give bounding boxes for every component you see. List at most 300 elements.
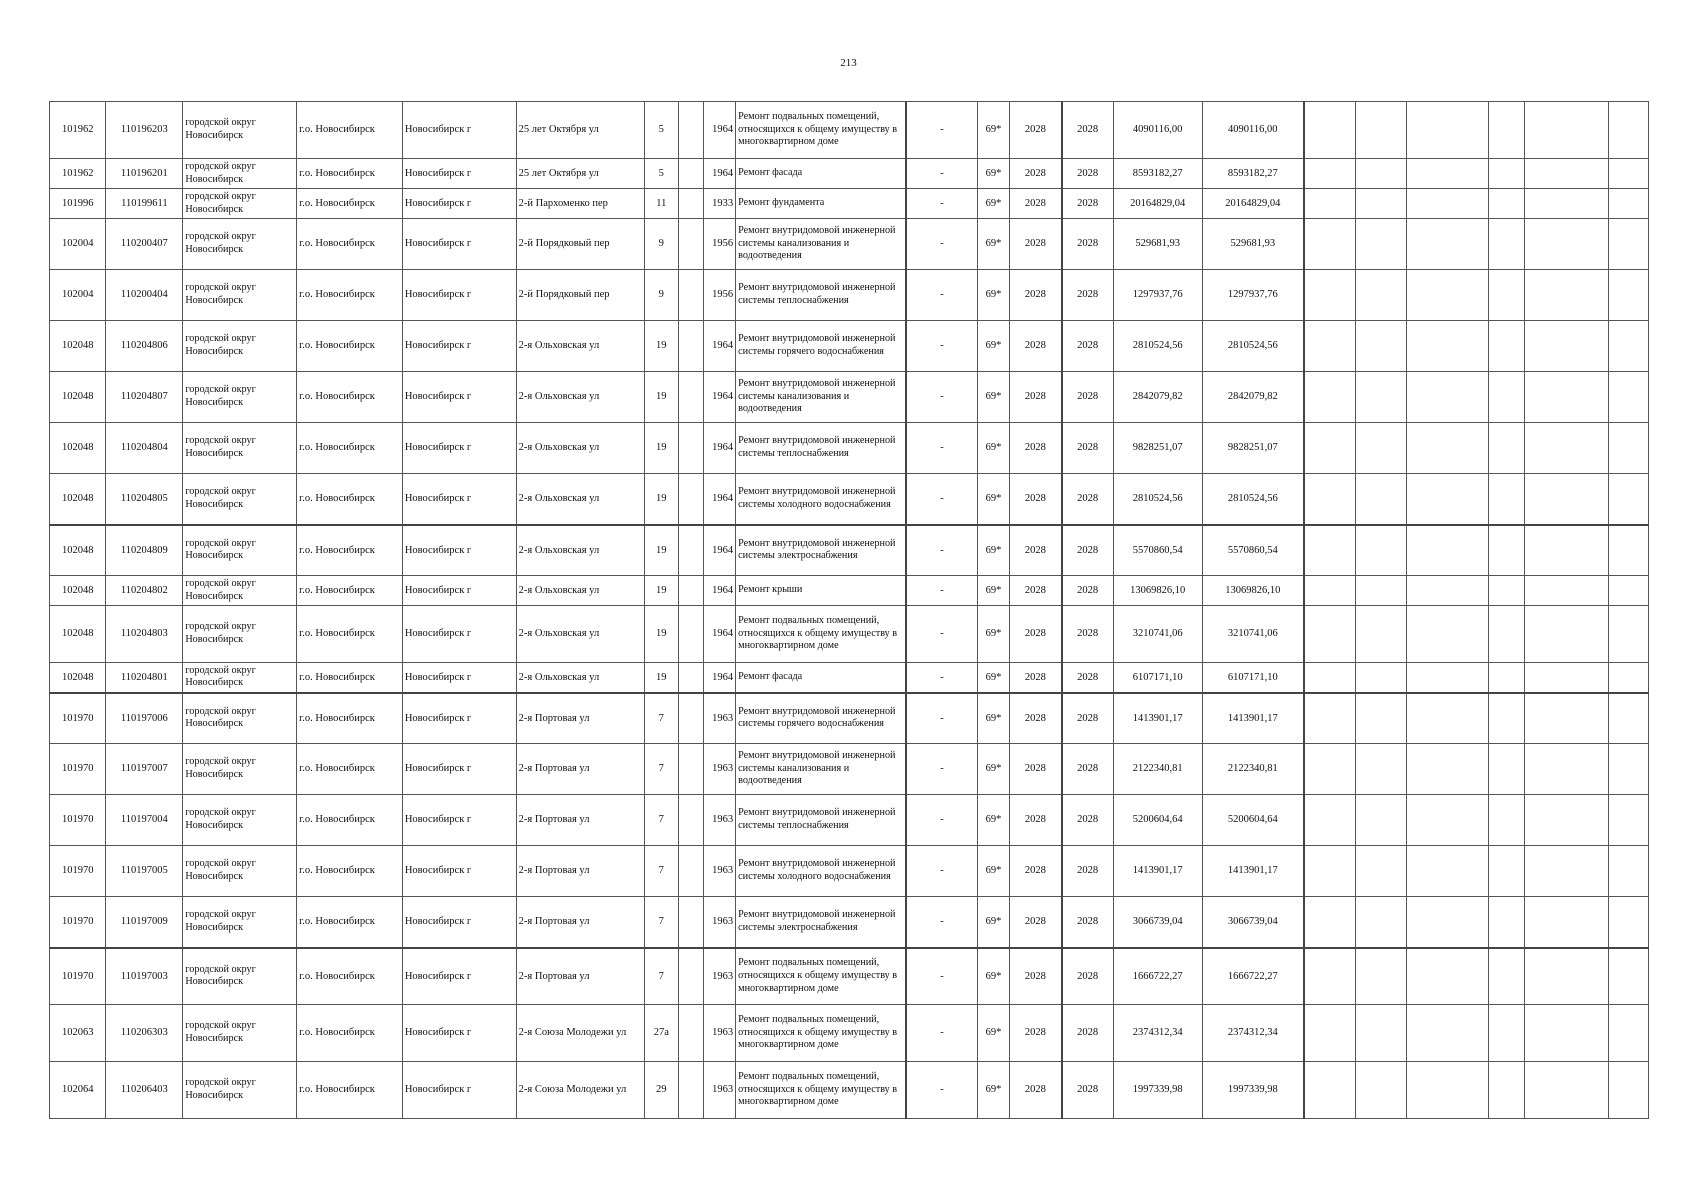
cell-record-id: 110204809 — [106, 525, 183, 576]
cell-record-id: 110204805 — [106, 474, 183, 525]
cell-street: 2-й Порядковый пер — [516, 270, 644, 321]
cell-work-type: Ремонт внутридомовой инженерной системы горячего водоснабжения — [736, 693, 906, 744]
cell-year-built: 1963 — [704, 948, 736, 1005]
cell-empty — [1406, 525, 1488, 576]
cell-empty — [1304, 525, 1355, 576]
cell-empty — [1524, 897, 1608, 948]
cell-dash: - — [906, 189, 978, 219]
cell-empty — [1355, 525, 1406, 576]
cell-year-start: 2028 — [1009, 102, 1061, 159]
cell-building — [678, 474, 704, 525]
cell-dash: - — [906, 270, 978, 321]
cell-code: 69* — [978, 159, 1010, 189]
cell-house-id: 102048 — [50, 423, 106, 474]
cell-street: 2-я Ольховская ул — [516, 474, 644, 525]
cell-empty — [1406, 372, 1488, 423]
cell-record-id: 110200404 — [106, 270, 183, 321]
table-row — [50, 1062, 1649, 1119]
cell-empty — [1608, 102, 1648, 159]
cell-locality: Новосибирск г — [402, 795, 516, 846]
cell-settlement: г.о. Новосибирск — [297, 1005, 403, 1062]
cell-building — [678, 1005, 704, 1062]
cell-house-id: 102048 — [50, 576, 106, 606]
cell-record-id: 110197009 — [106, 897, 183, 948]
cell-house-number: 19 — [644, 474, 678, 525]
cell-empty — [1406, 948, 1488, 1005]
cell-empty — [1304, 372, 1355, 423]
table-row — [50, 948, 1649, 1005]
cell-year-start: 2028 — [1009, 744, 1061, 795]
cell-empty — [1488, 159, 1524, 189]
cell-house-id: 102004 — [50, 219, 106, 270]
cell-locality: Новосибирск г — [402, 474, 516, 525]
cell-empty — [1488, 606, 1524, 663]
cell-code: 69* — [978, 219, 1010, 270]
cell-total: 1997339,98 — [1202, 1062, 1304, 1119]
cell-empty — [1524, 189, 1608, 219]
cell-record-id: 110206403 — [106, 1062, 183, 1119]
cell-year-end: 2028 — [1062, 159, 1113, 189]
cell-empty — [1406, 795, 1488, 846]
cell-total: 9828251,07 — [1202, 423, 1304, 474]
cell-total: 3210741,06 — [1202, 606, 1304, 663]
cell-year-start: 2028 — [1009, 1062, 1061, 1119]
cell-house-number: 7 — [644, 897, 678, 948]
cell-year-built: 1933 — [704, 189, 736, 219]
cell-year-end: 2028 — [1062, 663, 1113, 693]
cell-empty — [1488, 693, 1524, 744]
cell-dash: - — [906, 897, 978, 948]
cell-settlement: г.о. Новосибирск — [297, 321, 403, 372]
cell-municipality: городской округ Новосибирск — [183, 606, 297, 663]
cell-house-id: 102048 — [50, 606, 106, 663]
cell-year-built: 1956 — [704, 270, 736, 321]
cell-street: 2-я Ольховская ул — [516, 576, 644, 606]
cell-work-type: Ремонт подвальных помещений, относящихся к общему имуществу в многоквартирном доме — [736, 102, 906, 159]
cell-empty — [1488, 1005, 1524, 1062]
cell-empty — [1608, 1062, 1648, 1119]
cell-cost: 5200604,64 — [1113, 795, 1202, 846]
table-row — [50, 270, 1649, 321]
cell-locality: Новосибирск г — [402, 159, 516, 189]
cell-house-id: 102048 — [50, 372, 106, 423]
cell-street: 2-я Портовая ул — [516, 693, 644, 744]
cell-cost: 6107171,10 — [1113, 663, 1202, 693]
cell-settlement: г.о. Новосибирск — [297, 948, 403, 1005]
cell-locality: Новосибирск г — [402, 219, 516, 270]
cell-work-type: Ремонт внутридомовой инженерной системы холодного водоснабжения — [736, 474, 906, 525]
cell-dash: - — [906, 576, 978, 606]
cell-empty — [1488, 744, 1524, 795]
cell-empty — [1524, 372, 1608, 423]
cell-house-id: 101970 — [50, 795, 106, 846]
cell-settlement: г.о. Новосибирск — [297, 693, 403, 744]
cell-street: 2-я Ольховская ул — [516, 372, 644, 423]
cell-house-number: 9 — [644, 219, 678, 270]
cell-record-id: 110197006 — [106, 693, 183, 744]
cell-empty — [1608, 321, 1648, 372]
cell-empty — [1355, 423, 1406, 474]
cell-year-built: 1963 — [704, 1062, 736, 1119]
cell-street: 2-я Портовая ул — [516, 744, 644, 795]
cell-house-number: 11 — [644, 189, 678, 219]
cell-empty — [1524, 219, 1608, 270]
cell-year-start: 2028 — [1009, 663, 1061, 693]
cell-empty — [1524, 663, 1608, 693]
cell-code: 69* — [978, 1005, 1010, 1062]
cell-building — [678, 270, 704, 321]
cell-code: 69* — [978, 423, 1010, 474]
cell-year-start: 2028 — [1009, 474, 1061, 525]
cell-record-id: 110206303 — [106, 1005, 183, 1062]
cell-municipality: городской округ Новосибирск — [183, 948, 297, 1005]
cell-empty — [1488, 474, 1524, 525]
cell-year-end: 2028 — [1062, 693, 1113, 744]
cell-empty — [1304, 102, 1355, 159]
cell-year-start: 2028 — [1009, 525, 1061, 576]
cell-empty — [1355, 606, 1406, 663]
cell-street: 2-я Ольховская ул — [516, 525, 644, 576]
cell-empty — [1355, 189, 1406, 219]
cell-dash: - — [906, 693, 978, 744]
cell-locality: Новосибирск г — [402, 693, 516, 744]
cell-total: 2842079,82 — [1202, 372, 1304, 423]
cell-house-number: 19 — [644, 372, 678, 423]
cell-year-end: 2028 — [1062, 321, 1113, 372]
cell-cost: 13069826,10 — [1113, 576, 1202, 606]
cell-house-number: 7 — [644, 846, 678, 897]
cell-total: 4090116,00 — [1202, 102, 1304, 159]
cell-house-id: 101962 — [50, 102, 106, 159]
cell-house-id: 101970 — [50, 846, 106, 897]
cell-year-built: 1964 — [704, 102, 736, 159]
cell-year-built: 1963 — [704, 897, 736, 948]
cell-year-built: 1964 — [704, 321, 736, 372]
cell-settlement: г.о. Новосибирск — [297, 795, 403, 846]
cell-work-type: Ремонт подвальных помещений, относящихся к общему имуществу в многоквартирном доме — [736, 1005, 906, 1062]
cell-total: 2122340,81 — [1202, 744, 1304, 795]
cell-work-type: Ремонт внутридомовой инженерной системы канализования и водоотведения — [736, 744, 906, 795]
cell-dash: - — [906, 525, 978, 576]
cell-building — [678, 897, 704, 948]
cell-house-number: 19 — [644, 423, 678, 474]
cell-cost: 5570860,54 — [1113, 525, 1202, 576]
cell-work-type: Ремонт внутридомовой инженерной системы теплоснабжения — [736, 423, 906, 474]
cell-total: 8593182,27 — [1202, 159, 1304, 189]
cell-empty — [1488, 576, 1524, 606]
cell-work-type: Ремонт подвальных помещений, относящихся к общему имуществу в многоквартирном доме — [736, 606, 906, 663]
cell-empty — [1608, 795, 1648, 846]
cell-empty — [1355, 897, 1406, 948]
cell-empty — [1488, 423, 1524, 474]
cell-cost: 529681,93 — [1113, 219, 1202, 270]
cell-record-id: 110197005 — [106, 846, 183, 897]
table-row — [50, 159, 1649, 189]
cell-municipality: городской округ Новосибирск — [183, 270, 297, 321]
cell-dash: - — [906, 1062, 978, 1119]
cell-dash: - — [906, 663, 978, 693]
cell-year-built: 1964 — [704, 159, 736, 189]
cell-street: 2-я Портовая ул — [516, 948, 644, 1005]
cell-work-type: Ремонт фасада — [736, 663, 906, 693]
cell-year-built: 1964 — [704, 663, 736, 693]
cell-empty — [1304, 576, 1355, 606]
table-row — [50, 897, 1649, 948]
cell-house-id: 102048 — [50, 663, 106, 693]
cell-street: 25 лет Октября ул — [516, 159, 644, 189]
cell-building — [678, 1062, 704, 1119]
cell-year-built: 1963 — [704, 744, 736, 795]
cell-year-end: 2028 — [1062, 1062, 1113, 1119]
cell-year-end: 2028 — [1062, 795, 1113, 846]
cell-year-start: 2028 — [1009, 423, 1061, 474]
cell-building — [678, 372, 704, 423]
cell-settlement: г.о. Новосибирск — [297, 423, 403, 474]
cell-work-type: Ремонт внутридомовой инженерной системы электроснабжения — [736, 525, 906, 576]
cell-code: 69* — [978, 948, 1010, 1005]
cell-cost: 1666722,27 — [1113, 948, 1202, 1005]
cell-empty — [1608, 1005, 1648, 1062]
table-body — [50, 102, 1649, 1119]
cell-code: 69* — [978, 525, 1010, 576]
cell-locality: Новосибирск г — [402, 321, 516, 372]
cell-empty — [1608, 474, 1648, 525]
cell-empty — [1355, 576, 1406, 606]
cell-empty — [1608, 423, 1648, 474]
cell-house-id: 102064 — [50, 1062, 106, 1119]
cell-cost: 1413901,17 — [1113, 693, 1202, 744]
cell-building — [678, 321, 704, 372]
cell-empty — [1406, 423, 1488, 474]
cell-empty — [1524, 525, 1608, 576]
cell-building — [678, 846, 704, 897]
cell-house-number: 27а — [644, 1005, 678, 1062]
cell-empty — [1304, 270, 1355, 321]
table-row — [50, 576, 1649, 606]
cell-empty — [1406, 1062, 1488, 1119]
cell-empty — [1406, 744, 1488, 795]
cell-dash: - — [906, 948, 978, 1005]
cell-empty — [1355, 948, 1406, 1005]
cell-empty — [1524, 474, 1608, 525]
cell-municipality: городской округ Новосибирск — [183, 1005, 297, 1062]
cell-empty — [1304, 663, 1355, 693]
table-row — [50, 525, 1649, 576]
cell-empty — [1304, 321, 1355, 372]
cell-code: 69* — [978, 576, 1010, 606]
cell-cost: 1297937,76 — [1113, 270, 1202, 321]
cell-empty — [1355, 159, 1406, 189]
cell-empty — [1488, 270, 1524, 321]
cell-total: 2810524,56 — [1202, 474, 1304, 525]
cell-street: 2-я Союза Молодежи ул — [516, 1062, 644, 1119]
cell-empty — [1355, 372, 1406, 423]
cell-empty — [1524, 1062, 1608, 1119]
cell-empty — [1524, 159, 1608, 189]
cell-empty — [1524, 423, 1608, 474]
cell-empty — [1304, 1005, 1355, 1062]
cell-building — [678, 189, 704, 219]
cell-municipality: городской округ Новосибирск — [183, 423, 297, 474]
cell-empty — [1524, 846, 1608, 897]
cell-record-id: 110204804 — [106, 423, 183, 474]
cell-cost: 9828251,07 — [1113, 423, 1202, 474]
cell-street: 2-й Порядковый пер — [516, 219, 644, 270]
cell-year-built: 1963 — [704, 795, 736, 846]
cell-municipality: городской округ Новосибирск — [183, 372, 297, 423]
cell-empty — [1406, 321, 1488, 372]
cell-year-end: 2028 — [1062, 474, 1113, 525]
cell-empty — [1524, 102, 1608, 159]
cell-record-id: 110197004 — [106, 795, 183, 846]
table-row — [50, 795, 1649, 846]
cell-empty — [1524, 744, 1608, 795]
cell-locality: Новосибирск г — [402, 576, 516, 606]
cell-municipality: городской округ Новосибирск — [183, 525, 297, 576]
cell-record-id: 110204806 — [106, 321, 183, 372]
cell-cost: 8593182,27 — [1113, 159, 1202, 189]
cell-total: 2810524,56 — [1202, 321, 1304, 372]
cell-cost: 3066739,04 — [1113, 897, 1202, 948]
cell-empty — [1488, 795, 1524, 846]
cell-house-id: 101996 — [50, 189, 106, 219]
cell-street: 2-я Портовая ул — [516, 897, 644, 948]
cell-empty — [1355, 270, 1406, 321]
cell-locality: Новосибирск г — [402, 846, 516, 897]
cell-empty — [1488, 897, 1524, 948]
cell-work-type: Ремонт подвальных помещений, относящихся к общему имуществу в многоквартирном доме — [736, 948, 906, 1005]
cell-year-built: 1963 — [704, 693, 736, 744]
cell-house-number: 19 — [644, 663, 678, 693]
cell-year-end: 2028 — [1062, 744, 1113, 795]
cell-empty — [1524, 795, 1608, 846]
cell-building — [678, 606, 704, 663]
cell-empty — [1304, 897, 1355, 948]
cell-empty — [1406, 663, 1488, 693]
cell-code: 69* — [978, 693, 1010, 744]
cell-dash: - — [906, 102, 978, 159]
cell-record-id: 110196201 — [106, 159, 183, 189]
cell-code: 69* — [978, 372, 1010, 423]
cell-street: 2-я Ольховская ул — [516, 606, 644, 663]
cell-work-type: Ремонт внутридомовой инженерной системы канализования и водоотведения — [736, 372, 906, 423]
cell-house-number: 19 — [644, 321, 678, 372]
cell-empty — [1355, 693, 1406, 744]
cell-empty — [1406, 606, 1488, 663]
cell-empty — [1304, 948, 1355, 1005]
cell-empty — [1608, 159, 1648, 189]
cell-empty — [1355, 846, 1406, 897]
cell-locality: Новосибирск г — [402, 102, 516, 159]
table-row — [50, 219, 1649, 270]
cell-year-start: 2028 — [1009, 576, 1061, 606]
cell-code: 69* — [978, 1062, 1010, 1119]
cell-cost: 2810524,56 — [1113, 321, 1202, 372]
cell-building — [678, 423, 704, 474]
cell-street: 2-я Ольховская ул — [516, 663, 644, 693]
cell-year-end: 2028 — [1062, 189, 1113, 219]
cell-house-id: 101970 — [50, 693, 106, 744]
cell-year-start: 2028 — [1009, 270, 1061, 321]
cell-dash: - — [906, 423, 978, 474]
cell-total: 5570860,54 — [1202, 525, 1304, 576]
cell-settlement: г.о. Новосибирск — [297, 102, 403, 159]
cell-record-id: 110197007 — [106, 744, 183, 795]
cell-record-id: 110200407 — [106, 219, 183, 270]
cell-empty — [1355, 795, 1406, 846]
cell-work-type: Ремонт внутридомовой инженерной системы канализования и водоотведения — [736, 219, 906, 270]
cell-locality: Новосибирск г — [402, 525, 516, 576]
cell-work-type: Ремонт внутридомовой инженерной системы теплоснабжения — [736, 270, 906, 321]
cell-empty — [1488, 525, 1524, 576]
cell-empty — [1488, 372, 1524, 423]
cell-empty — [1488, 1062, 1524, 1119]
cell-settlement: г.о. Новосибирск — [297, 372, 403, 423]
cell-street: 2-я Портовая ул — [516, 846, 644, 897]
cell-year-start: 2028 — [1009, 846, 1061, 897]
cell-empty — [1608, 372, 1648, 423]
cell-house-number: 5 — [644, 102, 678, 159]
cell-empty — [1524, 948, 1608, 1005]
cell-empty — [1304, 693, 1355, 744]
cell-empty — [1355, 102, 1406, 159]
cell-empty — [1355, 474, 1406, 525]
cell-year-built: 1964 — [704, 372, 736, 423]
cell-empty — [1406, 189, 1488, 219]
cell-municipality: городской округ Новосибирск — [183, 897, 297, 948]
cell-house-number: 9 — [644, 270, 678, 321]
cell-record-id: 110197003 — [106, 948, 183, 1005]
cell-empty — [1488, 219, 1524, 270]
cell-municipality: городской округ Новосибирск — [183, 795, 297, 846]
cell-year-start: 2028 — [1009, 948, 1061, 1005]
cell-code: 69* — [978, 270, 1010, 321]
cell-year-start: 2028 — [1009, 321, 1061, 372]
cell-empty — [1355, 219, 1406, 270]
cell-year-start: 2028 — [1009, 372, 1061, 423]
cell-house-id: 101970 — [50, 744, 106, 795]
cell-year-built: 1963 — [704, 1005, 736, 1062]
cell-empty — [1406, 846, 1488, 897]
cell-empty — [1488, 846, 1524, 897]
cell-year-start: 2028 — [1009, 1005, 1061, 1062]
cell-building — [678, 102, 704, 159]
cell-house-id: 101970 — [50, 897, 106, 948]
cell-empty — [1608, 846, 1648, 897]
cell-house-id: 102048 — [50, 525, 106, 576]
cell-building — [678, 159, 704, 189]
cell-empty — [1524, 693, 1608, 744]
table-row — [50, 423, 1649, 474]
cell-year-end: 2028 — [1062, 606, 1113, 663]
cell-work-type: Ремонт фундамента — [736, 189, 906, 219]
cell-cost: 2810524,56 — [1113, 474, 1202, 525]
cell-empty — [1355, 1005, 1406, 1062]
cell-empty — [1406, 474, 1488, 525]
cell-year-end: 2028 — [1062, 846, 1113, 897]
cell-street: 2-я Ольховская ул — [516, 423, 644, 474]
cell-cost: 2374312,34 — [1113, 1005, 1202, 1062]
table-row — [50, 102, 1649, 159]
cell-empty — [1524, 576, 1608, 606]
cell-cost: 1997339,98 — [1113, 1062, 1202, 1119]
cell-locality: Новосибирск г — [402, 1005, 516, 1062]
cell-year-built: 1964 — [704, 423, 736, 474]
cell-house-id: 102048 — [50, 321, 106, 372]
cell-building — [678, 948, 704, 1005]
cell-code: 69* — [978, 846, 1010, 897]
cell-total: 1413901,17 — [1202, 846, 1304, 897]
